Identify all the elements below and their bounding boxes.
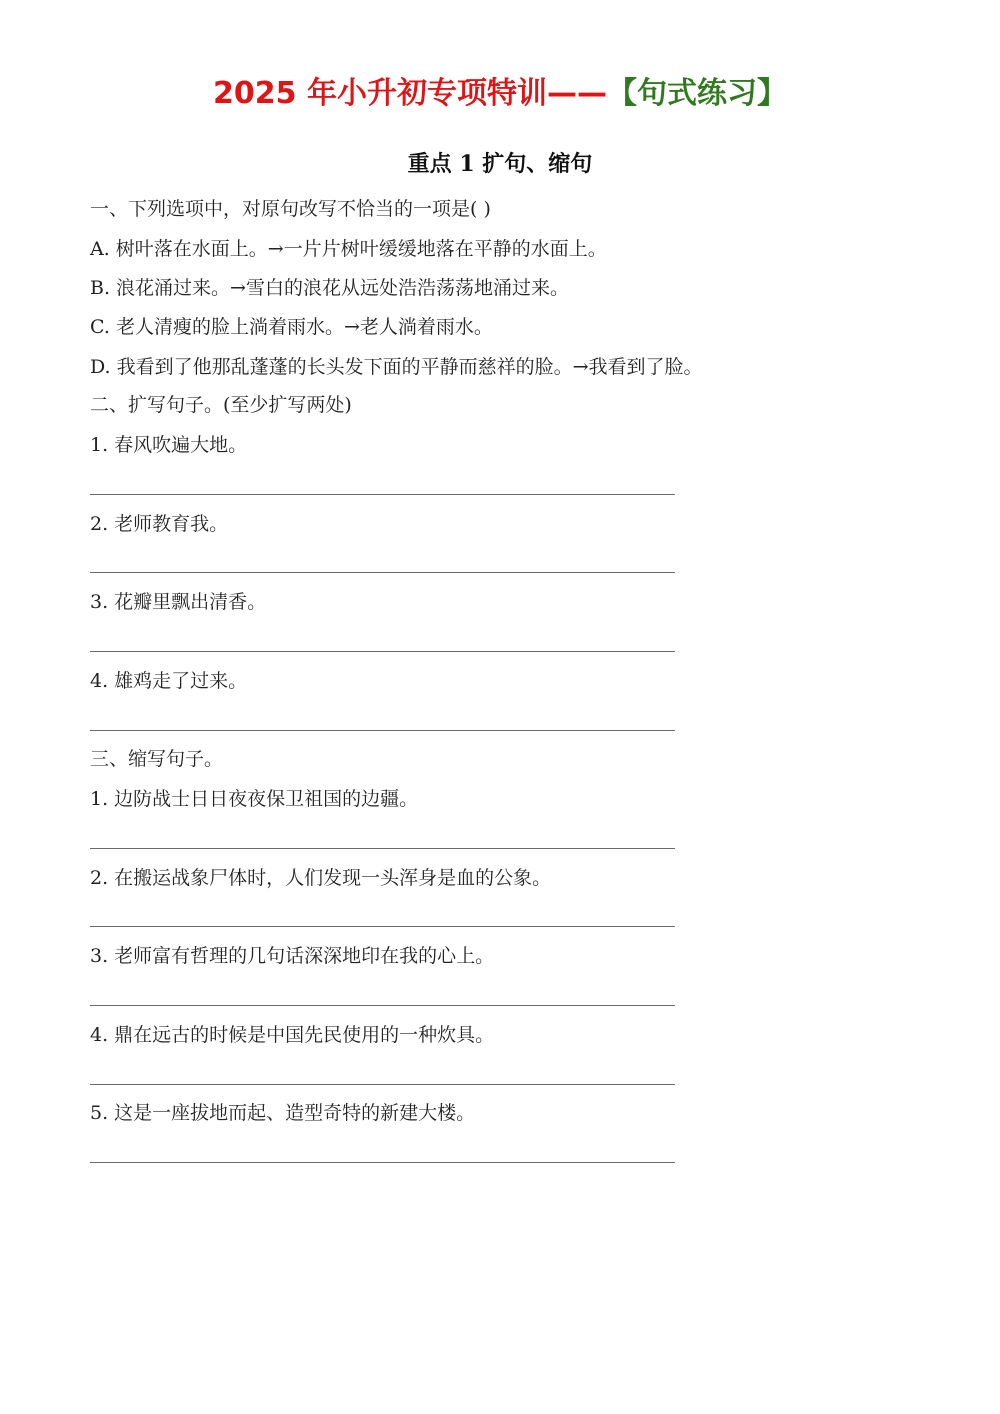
- part2-item-4: 4. 雄鸡走了过来。: [90, 670, 248, 692]
- part2-heading: 二、扩写句子。(至少扩写两处): [90, 394, 352, 416]
- part2-item-1: 1. 春风吹遍大地。: [90, 434, 248, 456]
- part1-option-a: A. 树叶落在水面上。→一片片树叶缓缓地落在平静的水面上。: [90, 238, 607, 260]
- page-title-sub: 【句式练习】: [606, 76, 787, 111]
- part3-item-1: 1. 边防战士日日夜夜保卫祖国的边疆。: [90, 788, 419, 810]
- answer-line[interactable]: [90, 730, 675, 731]
- answer-line[interactable]: [90, 494, 675, 495]
- answer-line[interactable]: [90, 1005, 675, 1006]
- part1-question: 一、下列选项中，对原句改写不恰当的一项是( ): [90, 198, 491, 220]
- part2-item-3: 3. 花瓣里飘出清香。: [90, 591, 267, 613]
- answer-line[interactable]: [90, 651, 675, 652]
- answer-line[interactable]: [90, 1162, 675, 1163]
- answer-line[interactable]: [90, 572, 675, 573]
- part3-item-5: 5. 这是一座拔地而起、造型奇特的新建大楼。: [90, 1102, 476, 1124]
- part1-option-c: C. 老人清瘦的脸上淌着雨水。→老人淌着雨水。: [90, 316, 493, 338]
- page-title-main: 2025 年小升初专项特训——: [213, 76, 607, 111]
- answer-line[interactable]: [90, 848, 675, 849]
- answer-line[interactable]: [90, 1084, 675, 1085]
- answer-line[interactable]: [90, 926, 675, 927]
- part3-heading: 三、缩写句子。: [90, 748, 224, 770]
- part1-option-d: D. 我看到了他那乱蓬蓬的长头发下面的平静而慈祥的脸。→我看到了脸。: [90, 356, 703, 378]
- page-title: [0, 74, 1000, 114]
- part2-item-2: 2. 老师教育我。: [90, 513, 229, 535]
- part3-item-2: 2. 在搬运战象尸体时，人们发现一头浑身是血的公象。: [90, 867, 552, 889]
- section-title: 重点 1 扩句、缩句: [407, 151, 593, 177]
- part1-option-b: B. 浪花涌过来。→雪白的浪花从远处浩浩荡荡地涌过来。: [90, 277, 569, 299]
- part3-item-4: 4. 鼎在远古的时候是中国先民使用的一种炊具。: [90, 1024, 495, 1046]
- part3-item-3: 3. 老师富有哲理的几句话深深地印在我的心上。: [90, 945, 495, 967]
